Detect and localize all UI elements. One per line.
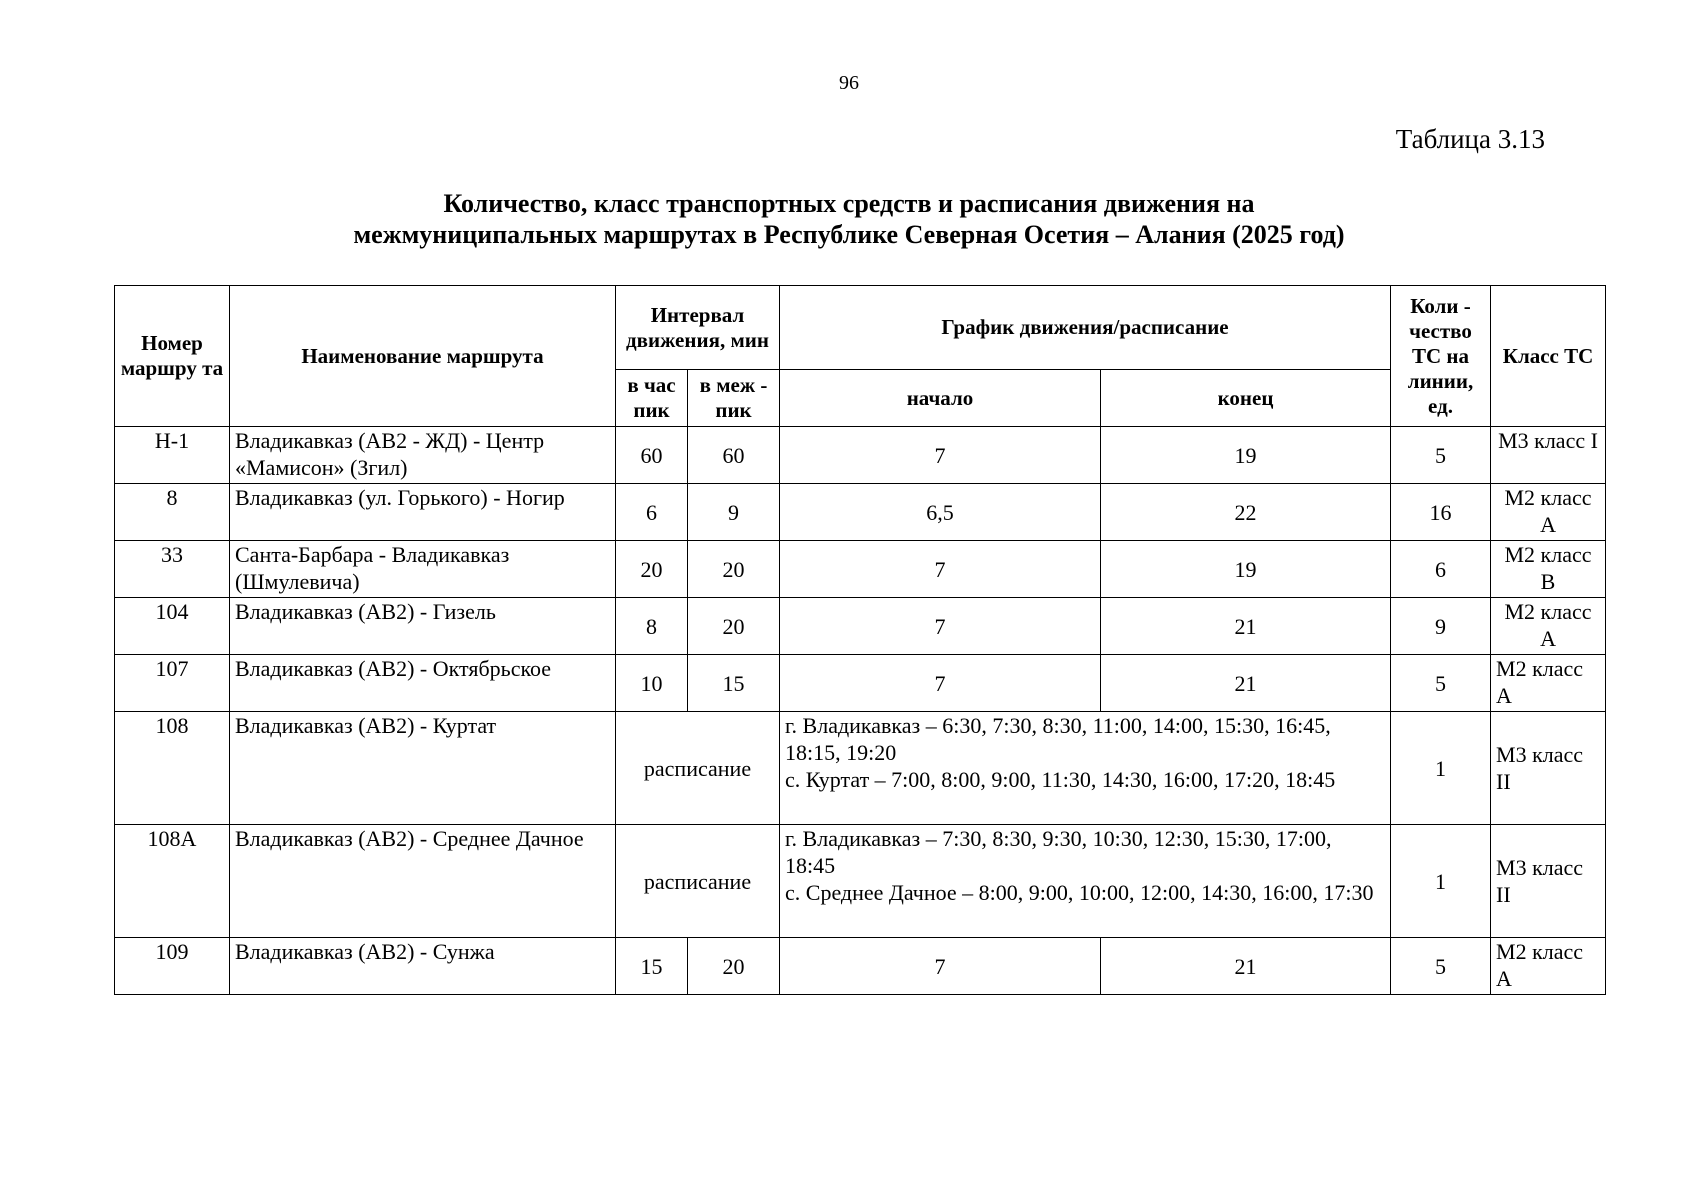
header-route-number: Номер маршру та bbox=[115, 286, 230, 427]
interval-peak: 10 bbox=[616, 655, 688, 712]
header-interval: Интервал движения, мин bbox=[616, 286, 780, 370]
table-title-line-1: Количество, класс транспортных средств и расписания движения на bbox=[443, 189, 1255, 218]
vehicle-class: М3 класс II bbox=[1491, 712, 1606, 825]
vehicle-class: М3 класс I bbox=[1491, 427, 1606, 484]
schedule-start: 7 bbox=[780, 598, 1101, 655]
route-name: Владикавказ (АВ2) - Гизель bbox=[230, 598, 616, 655]
route-number: Н-1 bbox=[115, 427, 230, 484]
table-row bbox=[115, 427, 1606, 484]
schedule-line-a: г. Владикавказ – 7:30, 8:30, 9:30, 10:30, 12:30, 15:30, 17:00, 18:45 bbox=[785, 826, 1332, 878]
interval-peak: 60 bbox=[616, 427, 688, 484]
vehicle-count: 5 bbox=[1391, 427, 1491, 484]
vehicle-count: 9 bbox=[1391, 598, 1491, 655]
interval-peak: 15 bbox=[616, 938, 688, 995]
header-route-name: Наименование маршрута bbox=[230, 286, 616, 427]
table-row bbox=[115, 938, 1606, 995]
schedule-end: 21 bbox=[1101, 938, 1391, 995]
schedule-end: 22 bbox=[1101, 484, 1391, 541]
table-row bbox=[115, 484, 1606, 541]
schedule-line-a: г. Владикавказ – 6:30, 7:30, 8:30, 11:00, 14:00, 15:30, 16:45, 18:15, 19:20 bbox=[785, 713, 1331, 765]
table-row bbox=[115, 541, 1606, 598]
schedule-line-b: с. Куртат – 7:00, 8:00, 9:00, 11:30, 14:30, 16:00, 17:20, 18:45 bbox=[785, 767, 1336, 792]
schedule-end: 21 bbox=[1101, 655, 1391, 712]
header-schedule: График движения/расписание bbox=[780, 286, 1391, 370]
interval-offpeak: 60 bbox=[688, 427, 780, 484]
interval-peak: 20 bbox=[616, 541, 688, 598]
route-name: Владикавказ (АВ2) - Куртат bbox=[230, 712, 616, 825]
routes-table bbox=[114, 285, 1606, 995]
route-number: 109 bbox=[115, 938, 230, 995]
route-number: 108 bbox=[115, 712, 230, 825]
interval-offpeak: 20 bbox=[688, 938, 780, 995]
table-title bbox=[0, 188, 1698, 250]
interval-offpeak: 15 bbox=[688, 655, 780, 712]
vehicle-count: 16 bbox=[1391, 484, 1491, 541]
route-name: Владикавказ (АВ2 - ЖД) - Центр «Мамисон» (Згил) bbox=[230, 427, 616, 484]
schedule-start: 7 bbox=[780, 427, 1101, 484]
vehicle-count: 1 bbox=[1391, 825, 1491, 938]
header-vehicle-class: Класс ТС bbox=[1491, 286, 1606, 427]
schedule-start: 7 bbox=[780, 655, 1101, 712]
vehicle-count: 5 bbox=[1391, 938, 1491, 995]
schedule-start: 7 bbox=[780, 938, 1101, 995]
interval-schedule-text: расписание bbox=[616, 825, 780, 938]
vehicle-count: 5 bbox=[1391, 655, 1491, 712]
route-number: 108А bbox=[115, 825, 230, 938]
interval-schedule-text: расписание bbox=[616, 712, 780, 825]
table-title-line-2: межмуниципальных маршрутах в Республике Северная Осетия – Алания (2025 год) bbox=[353, 220, 1345, 249]
vehicle-class: М3 класс II bbox=[1491, 825, 1606, 938]
route-number: 8 bbox=[115, 484, 230, 541]
interval-offpeak: 20 bbox=[688, 541, 780, 598]
route-name: Владикавказ (АВ2) - Среднее Дачное bbox=[230, 825, 616, 938]
vehicle-count: 1 bbox=[1391, 712, 1491, 825]
header-interval-peak: в час пик bbox=[616, 370, 688, 427]
table-row bbox=[115, 655, 1606, 712]
vehicle-class: М2 класс А bbox=[1491, 655, 1606, 712]
schedule-start: 6,5 bbox=[780, 484, 1101, 541]
schedule-timetable bbox=[780, 825, 1391, 938]
vehicle-class: М2 класс В bbox=[1491, 541, 1606, 598]
header-vehicle-count: Коли - чество ТС на линии, ед. bbox=[1391, 286, 1491, 427]
interval-offpeak: 9 bbox=[688, 484, 780, 541]
schedule-end: 21 bbox=[1101, 598, 1391, 655]
route-name: Владикавказ (ул. Горького) - Ногир bbox=[230, 484, 616, 541]
schedule-timetable bbox=[780, 712, 1391, 825]
route-number: 104 bbox=[115, 598, 230, 655]
schedule-start: 7 bbox=[780, 541, 1101, 598]
header-start: начало bbox=[780, 370, 1101, 427]
header-row-1 bbox=[115, 286, 1606, 370]
schedule-end: 19 bbox=[1101, 541, 1391, 598]
route-name: Санта-Барбара - Владикавказ (Шмулевича) bbox=[230, 541, 616, 598]
route-name: Владикавказ (АВ2) - Сунжа bbox=[230, 938, 616, 995]
vehicle-count: 6 bbox=[1391, 541, 1491, 598]
table-label: Таблица 3.13 bbox=[1395, 124, 1545, 154]
vehicle-class: М2 класс А bbox=[1491, 598, 1606, 655]
route-name: Владикавказ (АВ2) - Октябрьское bbox=[230, 655, 616, 712]
header-interval-offpeak: в меж - пик bbox=[688, 370, 780, 427]
table-row bbox=[115, 712, 1606, 825]
interval-peak: 8 bbox=[616, 598, 688, 655]
interval-offpeak: 20 bbox=[688, 598, 780, 655]
route-number: 107 bbox=[115, 655, 230, 712]
table-row bbox=[115, 598, 1606, 655]
schedule-line-b: с. Среднее Дачное – 8:00, 9:00, 10:00, 12:00, 14:30, 16:00, 17:30 bbox=[785, 880, 1374, 905]
table-row bbox=[115, 825, 1606, 938]
vehicle-class: М2 класс А bbox=[1491, 938, 1606, 995]
interval-peak: 6 bbox=[616, 484, 688, 541]
header-end: конец bbox=[1101, 370, 1391, 427]
schedule-end: 19 bbox=[1101, 427, 1391, 484]
page-number: 96 bbox=[839, 72, 859, 94]
route-number: 33 bbox=[115, 541, 230, 598]
vehicle-class: М2 класс А bbox=[1491, 484, 1606, 541]
